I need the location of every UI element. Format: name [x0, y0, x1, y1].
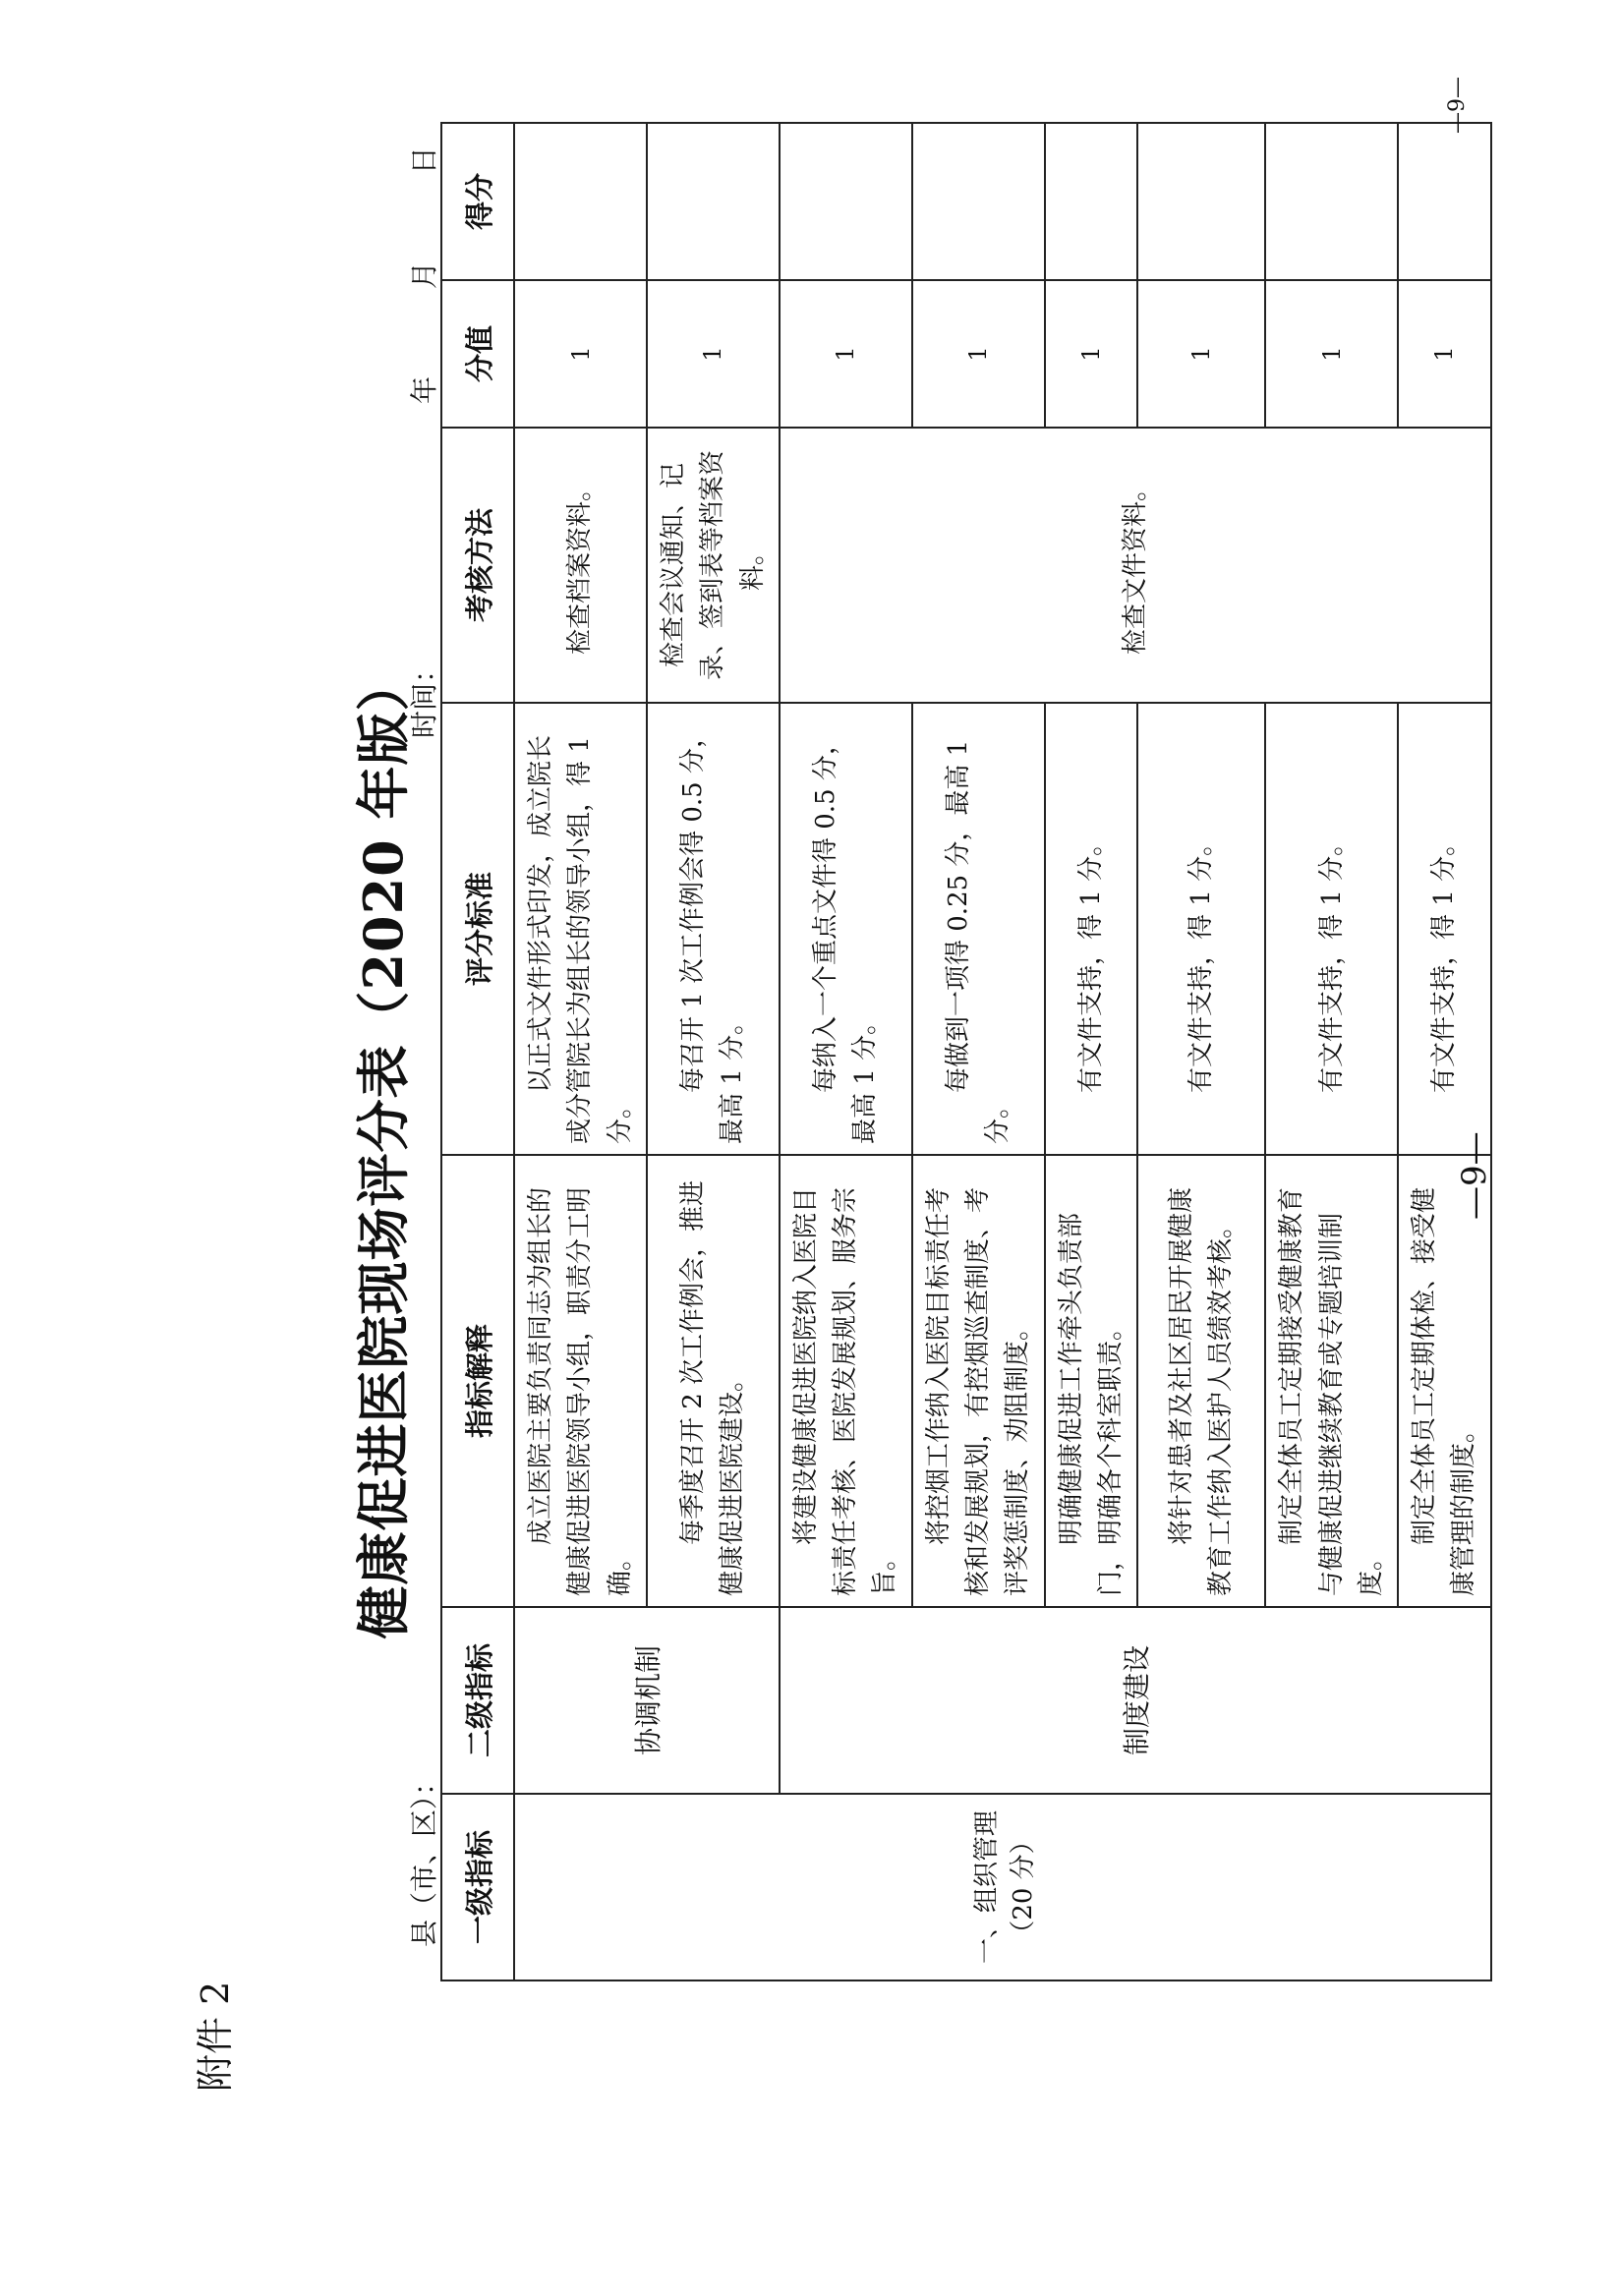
method-cell: 检查文件资料。: [780, 428, 1491, 703]
time-label: 时间：: [408, 655, 440, 738]
date-label: 年 月 日: [408, 146, 440, 404]
explanation-cell: 将建设健康促进医院纳入医院目标责任考核、医院发展规划、服务宗旨。: [780, 1155, 912, 1607]
level1-cell: 一、组织管理（20 分）: [514, 1794, 1491, 1980]
table-row: [780, 123, 912, 1980]
header-level1: 一级指标: [441, 1794, 514, 1980]
score-cell: [1265, 123, 1398, 280]
standard-cell: 有文件支持，得 1 分。: [1137, 703, 1265, 1155]
document-title: 健康促进医院现场评分表（2020 年版）: [352, 657, 415, 1639]
header-standard: 评分标准: [441, 703, 514, 1155]
explanation-cell: 明确健康促进工作牵头负责部门，明确各个科室职责。: [1045, 1155, 1138, 1607]
score-cell: [912, 123, 1045, 280]
points-cell: 1: [1265, 280, 1398, 428]
standard-cell: 有文件支持，得 1 分。: [1265, 703, 1398, 1155]
points-cell: 1: [647, 280, 780, 428]
header-method: 考核方法: [441, 428, 514, 703]
explanation-cell: 将控烟工作纳入医院目标责任考核和发展规划，有控烟巡查制度、考评奖惩制度、劝阻制度。: [912, 1155, 1045, 1607]
points-cell: 1: [1045, 280, 1138, 428]
score-cell: [514, 123, 647, 280]
score-cell: [1137, 123, 1265, 280]
points-cell: 1: [1398, 280, 1491, 428]
standard-cell: 有文件支持，得 1 分。: [1398, 703, 1491, 1155]
page-number-small: —9—: [1445, 77, 1470, 134]
standard-cell: 每召开 1 次工作例会得 0.5 分，最高 1 分。: [647, 703, 780, 1155]
attachment-label: 附件 2: [194, 1980, 237, 2092]
table-row: [514, 123, 647, 1980]
points-cell: 1: [780, 280, 912, 428]
page-number: —9—: [1455, 1131, 1494, 1220]
score-cell: [1398, 123, 1491, 280]
points-cell: 1: [1137, 280, 1265, 428]
standard-cell: 以正式文件形式印发，成立院长或分管院长为组长的领导小组，得 1 分。: [514, 703, 647, 1155]
explanation-cell: 将针对患者及社区居民开展健康教育工作纳入医护人员绩效考核。: [1137, 1155, 1265, 1607]
points-cell: 1: [514, 280, 647, 428]
method-cell: 检查档案资料。: [514, 428, 647, 703]
score-cell: [1045, 123, 1138, 280]
method-cell: 检查会议通知、记录、签到表等档案资料。: [647, 428, 780, 703]
header-score: 得分: [441, 123, 514, 280]
score-table: [440, 122, 1492, 1981]
standard-cell: 每做到一项得 0.25 分，最高 1 分。: [912, 703, 1045, 1155]
explanation-cell: 制定全体员工定期体检、接受健康管理的制度。: [1398, 1155, 1491, 1607]
explanation-cell: 每季度召开 2 次工作例会，推进健康促进医院建设。: [647, 1155, 780, 1607]
level2-cell: 协调机制: [514, 1607, 780, 1794]
header-points: 分值: [441, 280, 514, 428]
county-label: 县（市、区）：: [408, 1767, 440, 1947]
header-level2: 二级指标: [441, 1607, 514, 1794]
standard-cell: 有文件支持，得 1 分。: [1045, 703, 1138, 1155]
standard-cell: 每纳入一个重点文件得 0.5 分，最高 1 分。: [780, 703, 912, 1155]
table-header-row: [441, 123, 514, 1980]
level2-cell: 制度建设: [780, 1607, 1491, 1794]
points-cell: 1: [912, 280, 1045, 428]
explanation-cell: 制定全体员工定期接受健康教育与健康促进继续教育或专题培训制度。: [1265, 1155, 1398, 1607]
score-cell: [647, 123, 780, 280]
header-explanation: 指标解释: [441, 1155, 514, 1607]
score-cell: [780, 123, 912, 280]
explanation-cell: 成立医院主要负责同志为组长的健康促进医院领导小组，职责分工明确。: [514, 1155, 647, 1607]
